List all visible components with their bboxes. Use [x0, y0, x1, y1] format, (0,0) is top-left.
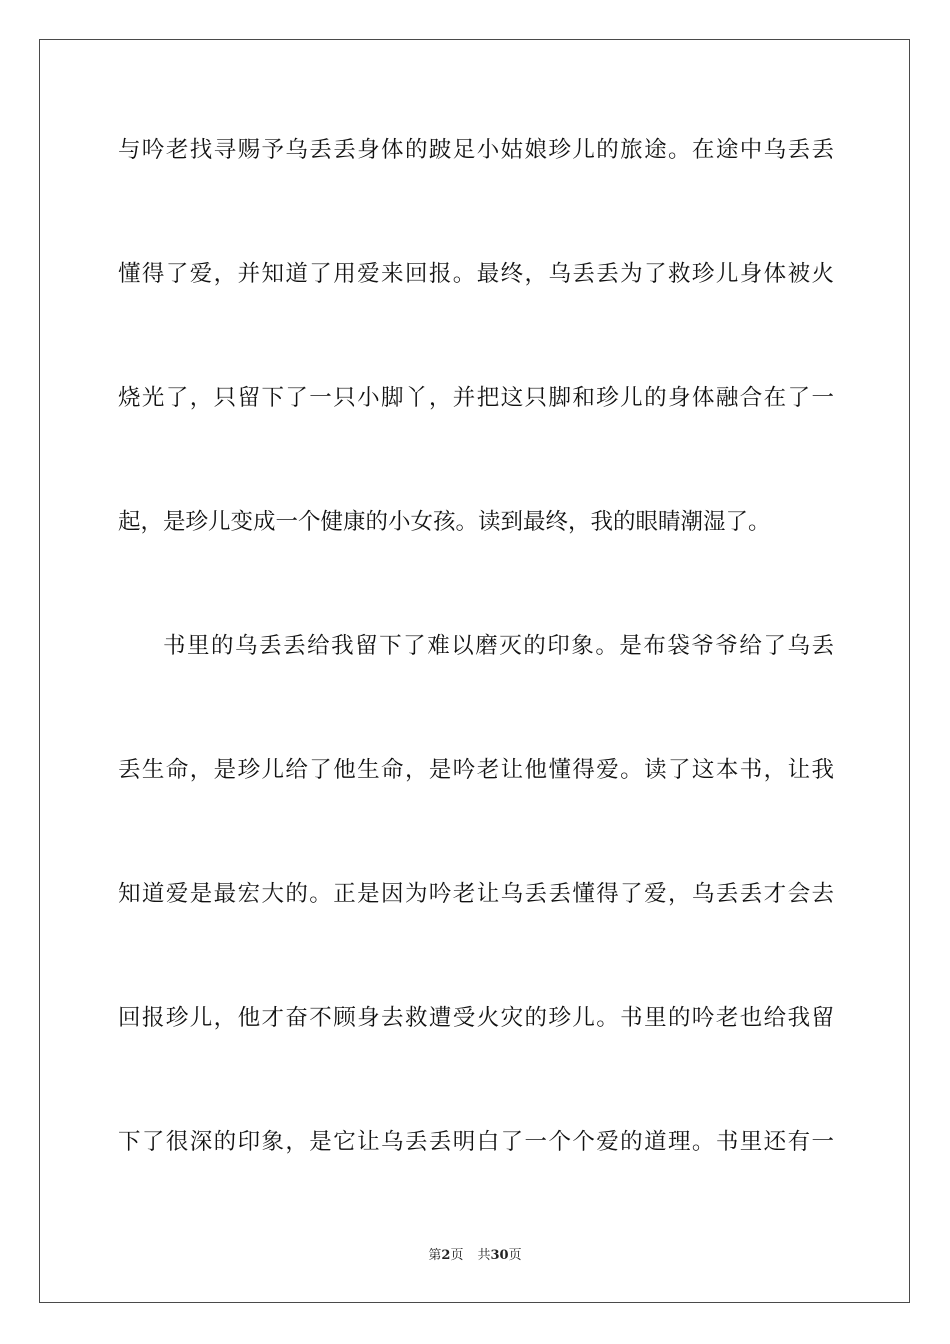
total-prefix: 共	[477, 1248, 491, 1263]
page-footer	[0, 1244, 950, 1268]
text-line: 回报珍儿，他才奋不顾身去救遭受火灾的珍儿。书里的吟老也给我留	[118, 1005, 834, 1031]
page-suffix: 页	[450, 1248, 464, 1263]
paragraph-first-line: 书里的乌丢丢给我留下了难以磨灭的印象。是布袋爷爷给了乌丢	[163, 633, 834, 659]
text-line: 懂得了爱，并知道了用爱来回报。最终，乌丢丢为了救珍儿身体被火	[118, 261, 834, 287]
page-prefix: 第	[428, 1248, 442, 1263]
text-line: 下了很深的印象，是它让乌丢丢明白了一个个爱的道理。书里还有一	[118, 1129, 834, 1155]
text-line: 烧光了，只留下了一只小脚丫，并把这只脚和珍儿的身体融合在了一	[118, 385, 834, 411]
text-line: 与吟老找寻赐予乌丢丢身体的跛足小姑娘珍儿的旅途。在途中乌丢丢	[118, 137, 834, 163]
page-border	[39, 39, 910, 1303]
total-pages: 30	[490, 1248, 509, 1263]
text-line: 知道爱是最宏大的。正是因为吟老让乌丢丢懂得了爱，乌丢丢才会去	[118, 881, 834, 907]
total-suffix: 页	[508, 1248, 522, 1263]
text-line: 丢生命，是珍儿给了他生命，是吟老让他懂得爱。读了这本书，让我	[118, 757, 834, 783]
text-line: 起，是珍儿变成一个健康的小女孩。读到最终，我的眼睛潮湿了。	[118, 509, 771, 535]
page-number: 2	[441, 1248, 451, 1263]
